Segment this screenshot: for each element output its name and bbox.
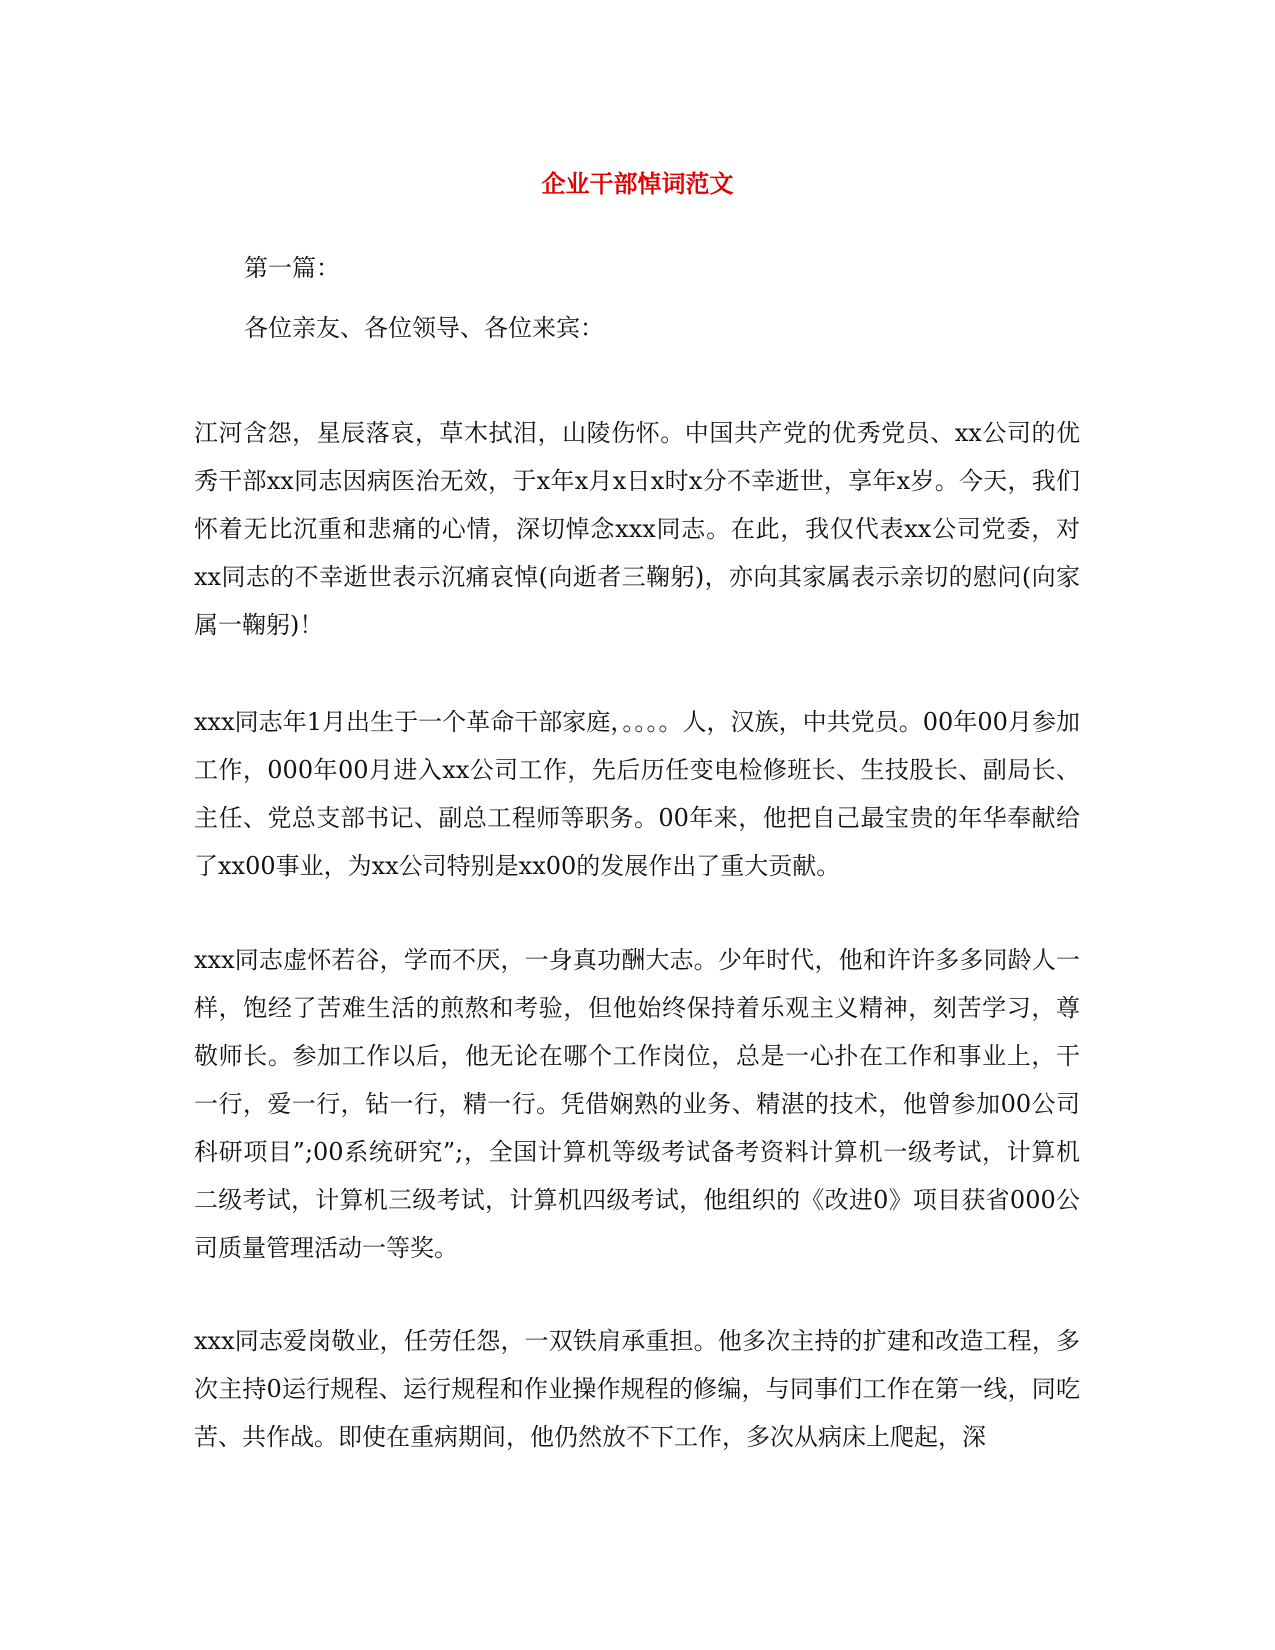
section-label: 第一篇：	[244, 254, 340, 282]
document-title: 企业干部悼词范文	[541, 169, 734, 198]
paragraph-1: 江河含怨，星辰落哀，草木拭泪，山陵伤怀。中国共产党的优秀党员、xx公司的优秀干部xx同志因病医治无效，于x年x月x日x时x分不幸逝世，享年x岁。今天，我们怀着无比沉重和悲痛的心情，深切悼念xxx同志。在此，我仅代表xx公司党委，对xx同志的不幸逝世表示沉痛哀悼(向逝者三鞠躬)，亦向其家属表示亲切的慰问(向家属一鞠躬)！	[194, 419, 1080, 639]
salutation: 各位亲友、各位领导、各位来宾：	[244, 314, 604, 342]
paragraph-4: xxx同志爱岗敬业，任劳任怨，一双铁肩承重担。他多次主持的扩建和改造工程，多次主持0运行规程、运行规程和作业操作规程的修编，与同事们工作在第一线，同吃苦、共作战。即使在重病期间，他仍然放不下工作，多次从病床上爬起，深	[194, 1327, 1080, 1451]
paragraph-3: xxx同志虚怀若谷，学而不厌，一身真功酬大志。少年时代，他和许许多多同龄人一样，饱经了苦难生活的煎熬和考验，但他始终保持着乐观主义精神，刻苦学习，尊敬师长。参加工作以后，他无论在哪个工作岗位，总是一心扑在工作和事业上，干一行，爱一行，钻一行，精一行。凭借娴熟的业务、精湛的技术，他曾参加00公司科研项目”;00系统研究”;，全国计算机等级考试备考资料计算机一级考试，计算机二级考试，计算机三级考试，计算机四级考试，他组织的《改进0》项目获省000公司质量管理活动一等奖。	[194, 946, 1080, 1262]
paragraph-2: xxx同志年1月出生于一个革命干部家庭，。。。。人，汉族，中共党员。00年00月参加工作，000年00月进入xx公司工作，先后历任变电检修班长、生技股长、副局长、主任、党总支部书记、副总工程师等职务。00年来，他把自己最宝贵的年华奉献给了xx00事业，为xx公司特别是xx00的发展作出了重大贡献。	[194, 708, 1080, 880]
